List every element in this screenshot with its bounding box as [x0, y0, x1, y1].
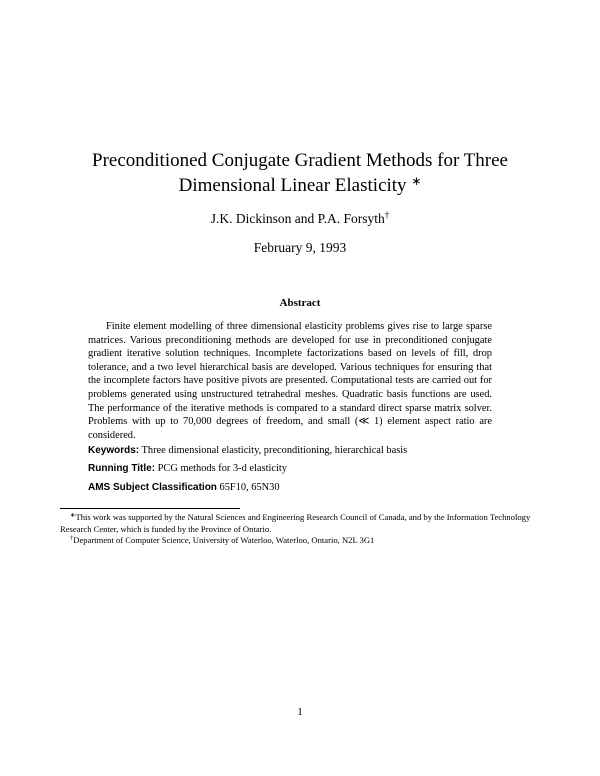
title-line-1: Preconditioned Conjugate Gradient Methods for Three [92, 150, 508, 171]
footnote-2-mark: † [70, 535, 74, 542]
running-title-value: PCG methods for 3-d elasticity [157, 463, 287, 474]
footnote-1-mark: ∗ [70, 512, 76, 519]
footnote-affiliation [60, 535, 542, 547]
title-footnote-mark: ∗ [411, 174, 422, 188]
footnote-funding [60, 512, 542, 535]
footnote-1-text: This work was supported by the Natural Sciences and Engineering Research Council of Canada, and by the Information Technology Research Center, which is funded by the Province of Ontario. [60, 512, 531, 534]
paper-title [40, 148, 560, 198]
author-footnote-mark: † [384, 210, 390, 220]
authors: J.K. Dickinson and P.A. Forsyth [210, 211, 385, 226]
abstract-body: Finite element modelling of three dimensional elasticity problems gives rise to large sparse matrices. Various preconditioning methods are developed for use in preconditioned conjugate gradient iterative solution techniques. Incomplete factorizations based on levels of fill, drop tolerance, and a two level hierarchical basis are developed. Various techniques for ensuring that the incomplete factors have positive pivots are presented. Computational tests are carried out for problems generated using unstructured tetrahedral meshes. Quadratic basis functions are used. The performance of the iterative methods is compared to a standard direct sparse matrix solver. Problems with up to 70,000 degrees of freedom, and small (≪ 1) element aspect ratio are considered. [88, 321, 492, 441]
publication-date: February 9, 1993 [253, 240, 347, 255]
page-number: 1 [297, 706, 303, 718]
keywords-line [88, 444, 508, 457]
ams-label: AMS Subject Classification [88, 482, 217, 493]
ams-value: 65F10, 65N30 [219, 482, 280, 493]
keywords-value: Three dimensional elasticity, preconditioning, hierarchical basis [141, 445, 408, 456]
running-title-line [88, 462, 508, 475]
ams-classification-line [88, 481, 508, 494]
title-line-2: Dimensional Linear Elasticity [178, 175, 407, 196]
abstract-heading: Abstract [279, 297, 321, 309]
keywords-label: Keywords: [88, 445, 140, 456]
author-line [40, 211, 560, 227]
footnotes [60, 512, 542, 547]
running-title-label: Running Title: [88, 463, 156, 474]
footnote-2-text: Department of Computer Science, University of Waterloo, Waterloo, Ontario, N2L 3G1 [73, 535, 375, 545]
footnote-divider [60, 508, 240, 509]
